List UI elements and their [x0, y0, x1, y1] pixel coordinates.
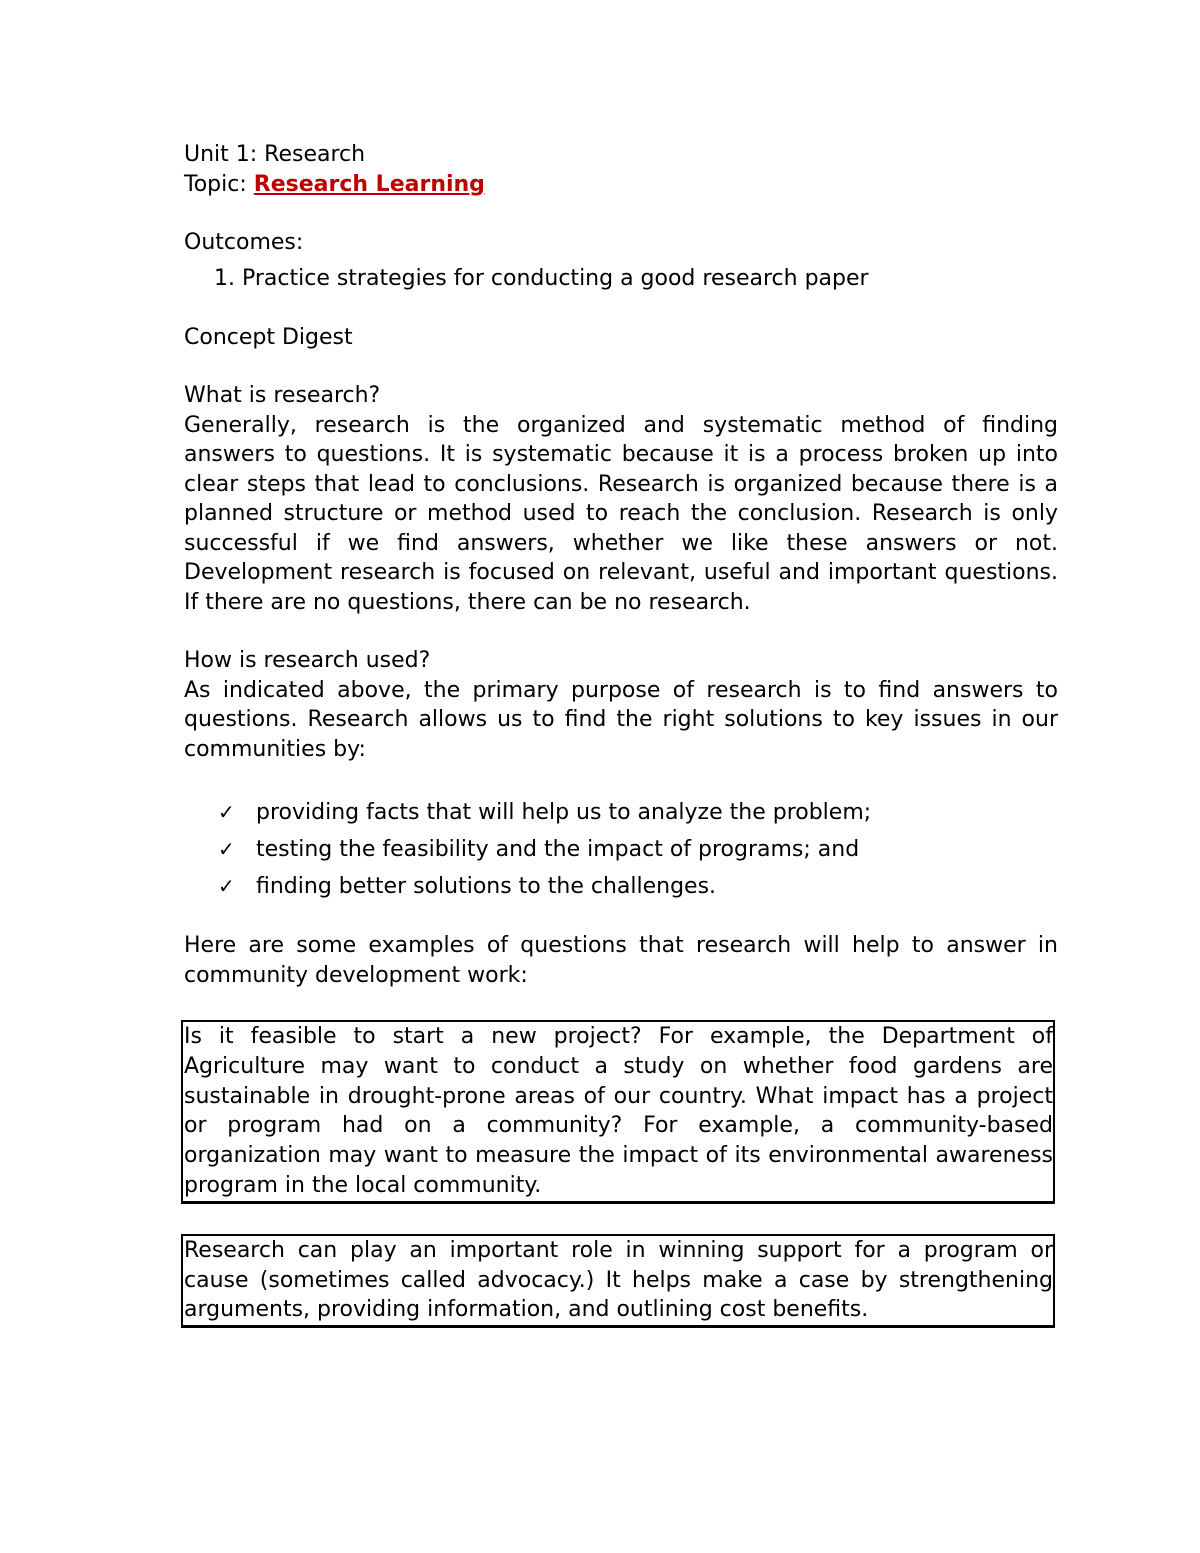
list-item-text: finding better solutions to the challenges.: [256, 874, 717, 899]
topic-label: Topic:: [184, 171, 254, 197]
topic-line: [184, 170, 1058, 200]
spacer: [184, 617, 1058, 646]
example-box-text: Is it feasible to start a new project? For example, the Department of Agriculture may want to conduct a study on whether food gardens are sustainable in drought-prone areas of our country. What impact has a project or program had on a community? For example, a community-based organization may want to measure the impact of its environmental awareness program in the local community.: [184, 1024, 1053, 1198]
spacer: [184, 909, 1058, 931]
list-item: [218, 798, 1058, 827]
spacer: [184, 764, 1058, 798]
unit-title: Unit 1: Research: [184, 142, 366, 167]
outcome-item: 1. Practice strategies for conducting a good research paper: [214, 265, 869, 291]
concept-digest-heading: Concept Digest: [184, 324, 353, 350]
list-item-text: testing the feasibility and the impact of programs; and: [256, 837, 860, 862]
how-is-research-used-paragraph: As indicated above, the primary purpose of research is to find answers to questions. Research allows us to find the right solutions to key issues in our communities by:: [184, 677, 1058, 762]
what-is-research-paragraph: Generally, research is the organized and systematic method of finding answers to questions. It is systematic because it is a process broken up into clear steps that lead to conclusions. Research is organized because there is a planned structure or method used to reach the conclusion. Research is only successful if we find answers, whether we like these answers or not. Development research is focused on relevant, useful and important questions. If there are no questions, there can be no research.: [184, 412, 1058, 615]
spacer: [184, 199, 1058, 228]
outcomes-heading: Outcomes:: [184, 230, 304, 255]
topic-title-link[interactable]: Research Learning: [253, 171, 485, 197]
spacer: [184, 294, 1058, 323]
list-item-text: providing facts that will help us to analyze the problem;: [256, 800, 872, 825]
list-item: [218, 835, 1058, 864]
outcomes-list: [184, 264, 1058, 294]
what-is-research-question: What is research?: [184, 383, 381, 408]
example-box-advocacy: [181, 1234, 1055, 1328]
checkmark-icon: ✓: [218, 837, 235, 861]
how-is-research-used-question: How is research used?: [184, 648, 431, 673]
spacer: [184, 352, 1058, 381]
checkmark-icon: ✓: [218, 874, 235, 898]
example-box-feasibility: [181, 1020, 1055, 1204]
example-box-text: Research can play an important role in winning support for a program or cause (sometimes called advocacy.) It helps make a case by strengthening arguments, providing information, and outlining cost benefits.: [184, 1237, 1053, 1323]
research-uses-list: [184, 798, 1058, 901]
examples-intro: Here are some examples of questions that research will help to answer in community development work:: [184, 933, 1058, 988]
list-item: [218, 872, 1058, 901]
document-page: [184, 140, 1058, 1328]
checkmark-icon: ✓: [218, 800, 235, 824]
